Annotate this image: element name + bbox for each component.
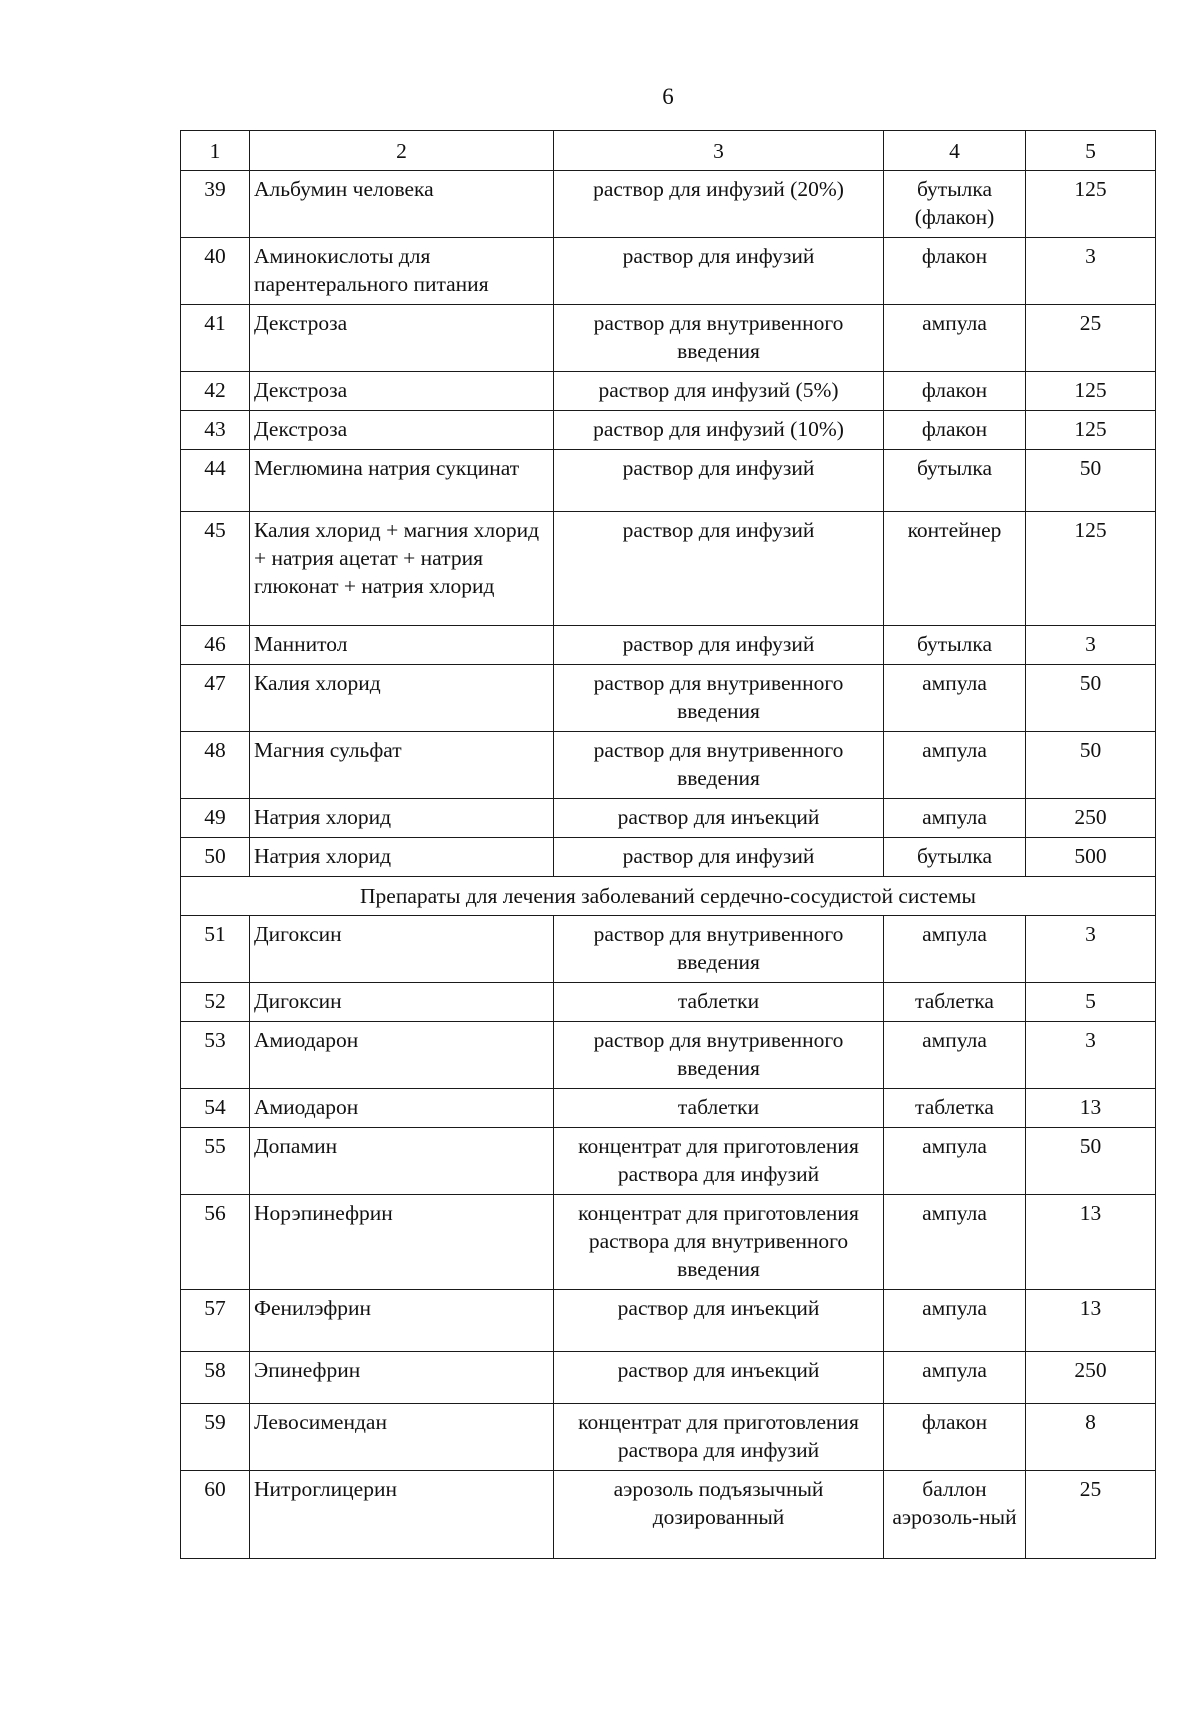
table-row (181, 799, 1156, 838)
quantity: 125 (1026, 372, 1156, 411)
table-row (181, 1022, 1156, 1089)
table-row (181, 305, 1156, 372)
row-number: 44 (181, 450, 250, 512)
drug-name: Дигоксин (250, 916, 554, 983)
row-number: 58 (181, 1352, 250, 1404)
section-row (181, 877, 1156, 916)
drug-name: Аминокислоты для парентерального питания (250, 238, 554, 305)
dosage-form: раствор для инъекций (554, 1352, 884, 1404)
table-row (181, 1471, 1156, 1559)
row-number: 48 (181, 732, 250, 799)
table-row (181, 665, 1156, 732)
header-row (181, 131, 1156, 171)
drug-name: Эпинефрин (250, 1352, 554, 1404)
package-unit: таблетка (884, 983, 1026, 1022)
package-unit: таблетка (884, 1089, 1026, 1128)
quantity: 3 (1026, 916, 1156, 983)
table-row (181, 512, 1156, 626)
row-number: 50 (181, 838, 250, 877)
row-number: 52 (181, 983, 250, 1022)
quantity: 3 (1026, 626, 1156, 665)
header-col-2: 2 (250, 131, 554, 171)
dosage-form: раствор для внутривенного введения (554, 665, 884, 732)
row-number: 55 (181, 1128, 250, 1195)
row-number: 57 (181, 1290, 250, 1352)
package-unit: бутылка (флакон) (884, 171, 1026, 238)
drug-name: Амиодарон (250, 1022, 554, 1089)
quantity: 250 (1026, 1352, 1156, 1404)
row-number: 56 (181, 1195, 250, 1290)
drug-name: Натрия хлорид (250, 799, 554, 838)
drug-name: Дигоксин (250, 983, 554, 1022)
dosage-form: раствор для инфузий (554, 512, 884, 626)
row-number: 53 (181, 1022, 250, 1089)
package-unit: ампула (884, 305, 1026, 372)
quantity: 25 (1026, 1471, 1156, 1559)
package-unit: баллон аэрозоль-ный (884, 1471, 1026, 1559)
package-unit: ампула (884, 1290, 1026, 1352)
row-number: 54 (181, 1089, 250, 1128)
quantity: 3 (1026, 1022, 1156, 1089)
table-row (181, 1290, 1156, 1352)
package-unit: ампула (884, 1128, 1026, 1195)
row-number: 46 (181, 626, 250, 665)
quantity: 13 (1026, 1089, 1156, 1128)
package-unit: бутылка (884, 450, 1026, 512)
quantity: 50 (1026, 732, 1156, 799)
table-row (181, 1352, 1156, 1404)
medication-table (180, 130, 1156, 1559)
quantity: 125 (1026, 411, 1156, 450)
package-unit: ампула (884, 665, 1026, 732)
package-unit: ампула (884, 799, 1026, 838)
package-unit: флакон (884, 1404, 1026, 1471)
package-unit: флакон (884, 411, 1026, 450)
header-col-5: 5 (1026, 131, 1156, 171)
package-unit: контейнер (884, 512, 1026, 626)
dosage-form: таблетки (554, 1089, 884, 1128)
table-row (181, 411, 1156, 450)
row-number: 39 (181, 171, 250, 238)
table-row (181, 1195, 1156, 1290)
row-number: 40 (181, 238, 250, 305)
row-number: 51 (181, 916, 250, 983)
quantity: 250 (1026, 799, 1156, 838)
drug-name: Нитроглицерин (250, 1471, 554, 1559)
drug-name: Натрия хлорид (250, 838, 554, 877)
dosage-form: раствор для внутривенного введения (554, 1022, 884, 1089)
table-row (181, 372, 1156, 411)
table-row (181, 1128, 1156, 1195)
dosage-form: таблетки (554, 983, 884, 1022)
quantity: 50 (1026, 450, 1156, 512)
header-col-4: 4 (884, 131, 1026, 171)
dosage-form: концентрат для приготовления раствора для внутривенного введения (554, 1195, 884, 1290)
table-row (181, 838, 1156, 877)
drug-name: Левосимендан (250, 1404, 554, 1471)
dosage-form: раствор для инъекций (554, 799, 884, 838)
drug-name: Норэпинефрин (250, 1195, 554, 1290)
quantity: 125 (1026, 512, 1156, 626)
drug-name: Декстроза (250, 411, 554, 450)
table-row (181, 983, 1156, 1022)
quantity: 13 (1026, 1195, 1156, 1290)
drug-name: Декстроза (250, 305, 554, 372)
dosage-form: раствор для инфузий (10%) (554, 411, 884, 450)
section-title: Препараты для лечения заболеваний сердечно-сосудистой системы (181, 877, 1156, 916)
drug-name: Допамин (250, 1128, 554, 1195)
drug-name: Фенилэфрин (250, 1290, 554, 1352)
dosage-form: раствор для инфузий (554, 450, 884, 512)
quantity: 50 (1026, 665, 1156, 732)
quantity: 8 (1026, 1404, 1156, 1471)
dosage-form: раствор для инъекций (554, 1290, 884, 1352)
table-row (181, 171, 1156, 238)
table-row (181, 450, 1156, 512)
drug-name: Маннитол (250, 626, 554, 665)
dosage-form: аэрозоль подъязычный дозированный (554, 1471, 884, 1559)
quantity: 25 (1026, 305, 1156, 372)
dosage-form: раствор для инфузий (554, 626, 884, 665)
row-number: 42 (181, 372, 250, 411)
drug-name: Меглюмина натрия сукцинат (250, 450, 554, 512)
drug-name: Альбумин человека (250, 171, 554, 238)
dosage-form: раствор для инфузий (5%) (554, 372, 884, 411)
package-unit: ампула (884, 732, 1026, 799)
package-unit: флакон (884, 238, 1026, 305)
quantity: 125 (1026, 171, 1156, 238)
drug-name: Калия хлорид + магния хлорид + натрия ацетат + натрия глюконат + натрия хлорид (250, 512, 554, 626)
quantity: 3 (1026, 238, 1156, 305)
dosage-form: раствор для инфузий (554, 838, 884, 877)
table-row (181, 1089, 1156, 1128)
header-col-1: 1 (181, 131, 250, 171)
row-number: 49 (181, 799, 250, 838)
header-col-3: 3 (554, 131, 884, 171)
dosage-form: раствор для внутривенного введения (554, 305, 884, 372)
dosage-form: раствор для внутривенного введения (554, 732, 884, 799)
dosage-form: концентрат для приготовления раствора для инфузий (554, 1404, 884, 1471)
quantity: 13 (1026, 1290, 1156, 1352)
dosage-form: раствор для инфузий (20%) (554, 171, 884, 238)
quantity: 50 (1026, 1128, 1156, 1195)
table-row (181, 1404, 1156, 1471)
package-unit: флакон (884, 372, 1026, 411)
package-unit: ампула (884, 916, 1026, 983)
quantity: 5 (1026, 983, 1156, 1022)
row-number: 60 (181, 1471, 250, 1559)
drug-name: Калия хлорид (250, 665, 554, 732)
row-number: 59 (181, 1404, 250, 1471)
row-number: 41 (181, 305, 250, 372)
dosage-form: концентрат для приготовления раствора для инфузий (554, 1128, 884, 1195)
dosage-form: раствор для инфузий (554, 238, 884, 305)
drug-name: Амиодарон (250, 1089, 554, 1128)
quantity: 500 (1026, 838, 1156, 877)
package-unit: ампула (884, 1022, 1026, 1089)
row-number: 43 (181, 411, 250, 450)
package-unit: бутылка (884, 838, 1026, 877)
row-number: 45 (181, 512, 250, 626)
table-row (181, 238, 1156, 305)
row-number: 47 (181, 665, 250, 732)
drug-name: Декстроза (250, 372, 554, 411)
page-number: 6 (662, 84, 674, 109)
table-row (181, 626, 1156, 665)
drug-name: Магния сульфат (250, 732, 554, 799)
package-unit: бутылка (884, 626, 1026, 665)
dosage-form: раствор для внутривенного введения (554, 916, 884, 983)
package-unit: ампула (884, 1352, 1026, 1404)
table-row (181, 916, 1156, 983)
table-row (181, 732, 1156, 799)
package-unit: ампула (884, 1195, 1026, 1290)
table-body (181, 131, 1156, 1559)
